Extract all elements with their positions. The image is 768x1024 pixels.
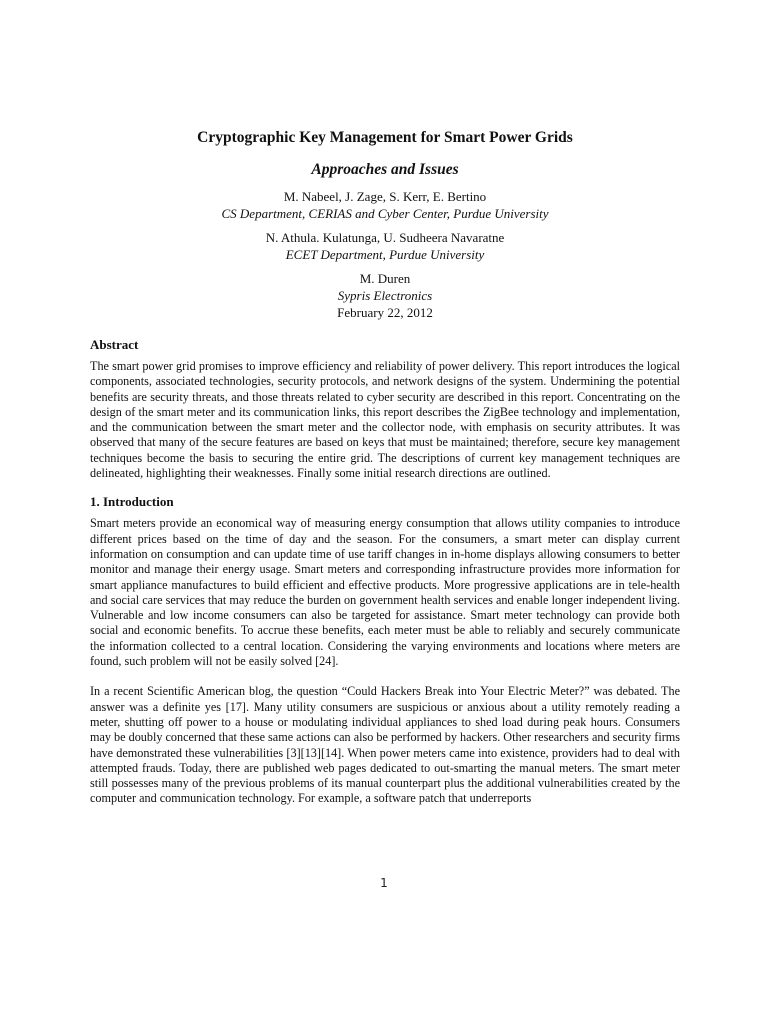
author-names-1: M. Nabeel, J. Zage, S. Kerr, E. Bertino: [283, 189, 487, 204]
author-names-3: M. Duren: [359, 271, 411, 286]
author-group-1: [90, 188, 680, 222]
page-content: [90, 128, 680, 807]
author-affiliation-3: Sypris Electronics: [337, 288, 433, 303]
paper-date: February 22, 2012: [337, 305, 433, 320]
author-affiliation-2: ECET Department, Purdue University: [285, 247, 485, 262]
abstract-text: The smart power grid promises to improve efficiency and reliability of power delivery. This report introduces the logical components, associated technologies, security protocols, and network designs of the system. Undermining the potential benefits are security threats, and those threats related to cyber security are described in this report. Concentrating on the design of the smart meter and its communication links, this report describes the ZigBee technology and implementation, and the communication between the smart meter and the collector node, with emphasis on security attributes. It was observed that many of the secure features are based on keys that must be maintained; therefore, secure key management techniques become the basis to securing the entire grid. The descriptions of current key management techniques are delineated, highlighting their weaknesses. Finally some initial research directions are outlined.: [90, 359, 680, 481]
author-group-3: [90, 270, 680, 321]
paper-title: Cryptographic Key Management for Smart Power Grids: [197, 129, 573, 146]
page-number: 1: [380, 876, 388, 890]
abstract-heading: Abstract: [90, 337, 139, 352]
author-affiliation-1: CS Department, CERIAS and Cyber Center, Purdue University: [221, 206, 549, 221]
author-names-2: N. Athula. Kulatunga, U. Sudheera Navaratne: [265, 230, 505, 245]
author-group-2: [90, 229, 680, 263]
paper-subtitle: Approaches and Issues: [311, 161, 459, 178]
intro-paragraph-2: In a recent Scientific American blog, the question “Could Hackers Break into Your Electric Meter?” was debated. The answer was a definite yes [17]. Many utility consumers are suspicious or anxious about a utility remotely reading a meter, shutting off power to a house or modulating individual appliances to shed load during peak hours. Consumers may be doubly concerned that these same actions can also be performed by hackers. Other researchers and security firms have demonstrated these vulnerabilities [3][13][14]. When power meters came into existence, providers had to deal with attempted frauds. Today, there are published web pages dedicated to out-smarting the manual meters. The smart meter still possesses many of the previous problems of its manual counterpart plus the additional vulnerabilities created by the computer and communication technology. For example, a software patch that underreports: [90, 684, 680, 806]
introduction-heading: 1. Introduction: [90, 494, 174, 510]
intro-paragraph-1: Smart meters provide an economical way of measuring energy consumption that allows utility companies to introduce different prices based on the time of day and the season. For the consumers, a smart meter can display current information on consumption and can update time of use tariff changes in in-home displays allowing consumers to better monitor and manage their energy usage. Smart meters and corresponding infrastructure provides more information for smart appliance manufactures to build efficient and effective products. More progressive applications are in tele-health and social care services that may reduce the burden on government health services and enable longer independent living. Vulnerable and low income consumers can also be targeted for assistance. Smart meter technology can provide both social and economic benefits. To accrue these benefits, each meter must be able to reliably and securely communicate the information collected to a central location. Considering the varying environments and locations where meters are found, such problem will not be easily solved [24].: [90, 516, 680, 669]
